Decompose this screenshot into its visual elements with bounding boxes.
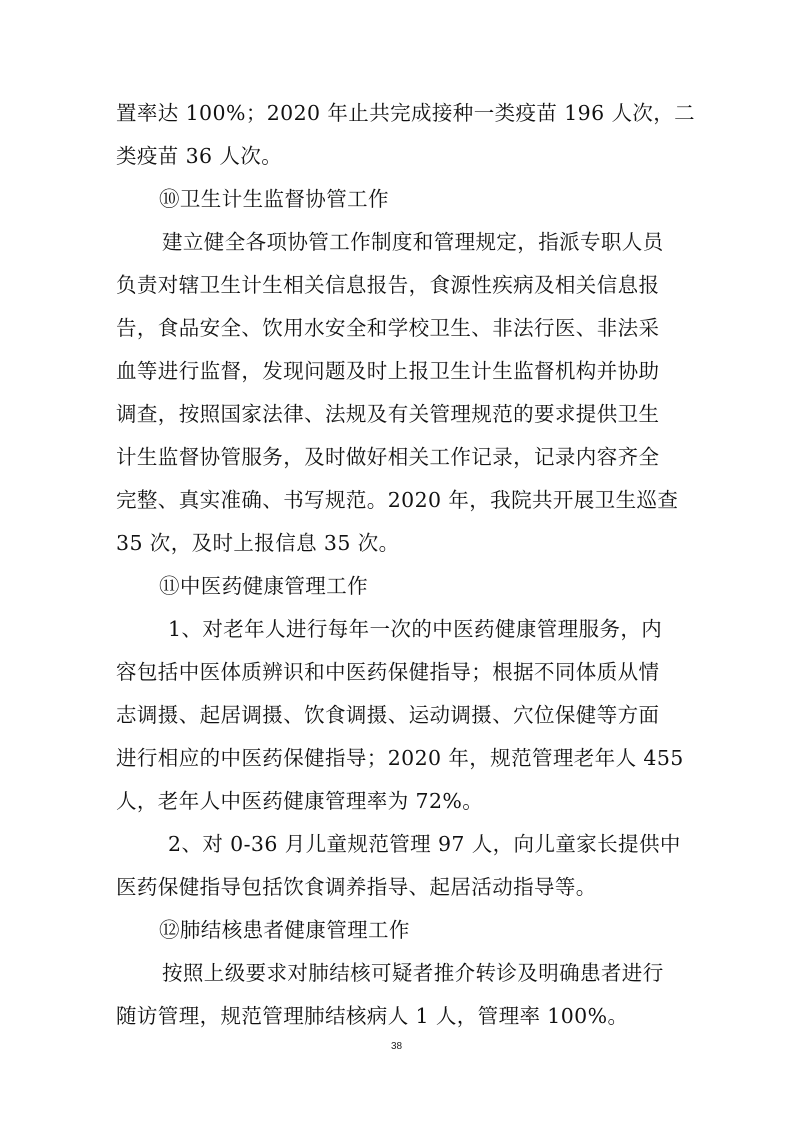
section-heading: ⑩卫生计生监督协管工作 (159, 187, 389, 211)
text-line: 人，老年人中医药健康管理率为 72%。 (116, 789, 484, 813)
text-line: 35 次，及时上报信息 35 次。 (116, 531, 400, 555)
page-number: 38 (390, 1041, 403, 1052)
text-line: 完整、真实准确、书写规范。2020 年，我院共开展卫生巡查 (116, 488, 679, 512)
text-line: 2、对 0-36 月儿童规范管理 97 人，向儿童家长提供中 (168, 832, 681, 856)
text-line: 进行相应的中医药保健指导；2020 年，规范管理老年人 455 (116, 746, 684, 770)
text-line: 按照上级要求对肺结核可疑者推介转诊及明确患者进行 (162, 961, 664, 985)
text-line: 计生监督协管服务，及时做好相关工作记录，记录内容齐全 (116, 445, 660, 469)
text-line: 调查，按照国家法律、法规及有关管理规范的要求提供卫生 (116, 402, 660, 426)
text-line: 医药保健指导包括饮食调养指导、起居活动指导等。 (116, 875, 597, 899)
section-heading: ⑪中医药健康管理工作 (159, 574, 368, 598)
text-line: 负责对辖卫生计生相关信息报告，食源性疾病及相关信息报 (116, 273, 660, 297)
text-line: 告，食品安全、饮用水安全和学校卫生、非法行医、非法采 (116, 316, 660, 340)
text-line: 志调摄、起居调摄、饮食调摄、运动调摄、穴位保健等方面 (116, 703, 660, 727)
section-heading: ⑫肺结核患者健康管理工作 (159, 918, 410, 942)
text-line: 类疫苗 36 人次。 (116, 144, 283, 168)
text-line: 容包括中医体质辨识和中医药保健指导；根据不同体质从情 (116, 660, 660, 684)
text-line: 1、对老年人进行每年一次的中医药健康管理服务，内 (168, 617, 663, 641)
text-line: 建立健全各项协管工作制度和管理规定，指派专职人员 (162, 230, 664, 254)
text-line: 随访管理，规范管理肺结核病人 1 人，管理率 100%。 (116, 1004, 629, 1028)
text-line: 血等进行监督，发现问题及时上报卫生计生监督机构并协助 (116, 359, 660, 383)
text-line: 置率达 100%；2020 年止共完成接种一类疫苗 196 人次，二 (116, 101, 696, 125)
